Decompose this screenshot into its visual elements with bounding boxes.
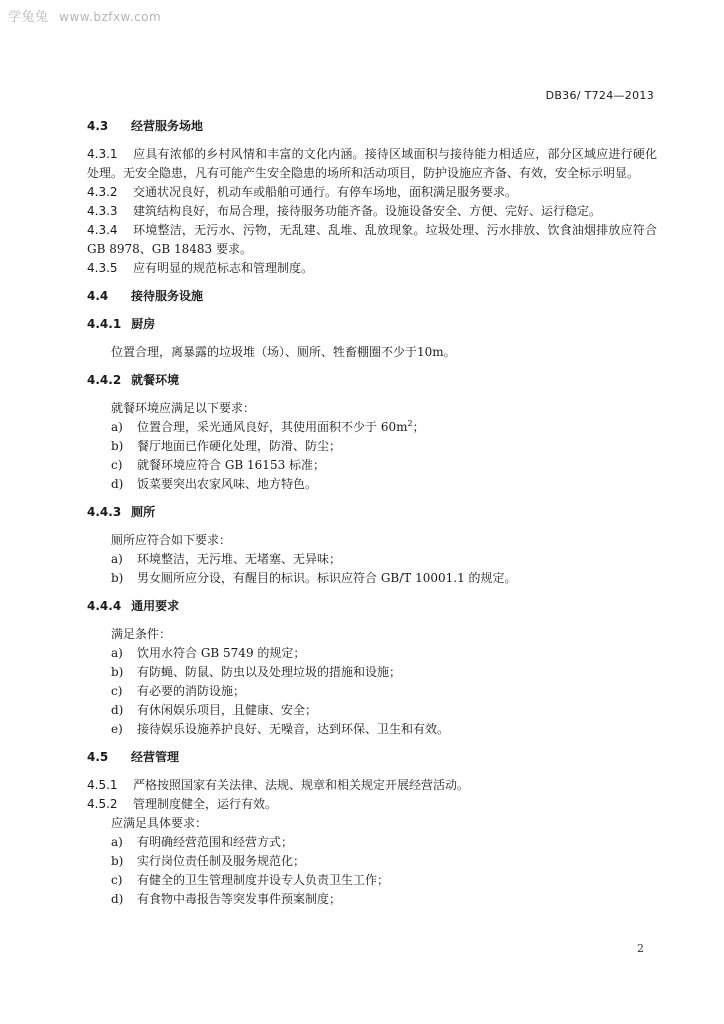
section-number: 4.5: [87, 750, 109, 764]
superscript: 2: [407, 419, 413, 428]
list-label: b): [111, 665, 124, 679]
watermark: [8, 6, 161, 25]
list-text: 男女厕所应分设，有醒目的标识。标识应符合 GB/T 10001.1 的规定。: [137, 571, 517, 585]
subsection-title: 就餐环境: [131, 373, 180, 387]
clause-text: 管理制度健全，运行有效。: [133, 797, 278, 811]
list-label: b): [111, 439, 124, 453]
list-label: a): [111, 420, 123, 434]
subsection-title: 厕所: [131, 505, 156, 519]
subsection-heading-4-4-2: [87, 371, 657, 390]
clause-number: 4.3.3: [87, 204, 118, 218]
clause-text: 建筑结构良好，布局合理，接待服务功能齐备。设施设备安全、方便、完好、运行稳定。: [133, 204, 602, 218]
section-title: 经营服务场地: [131, 119, 204, 133]
list-text: 环境整洁，无污堆、无堵塞、无异味；: [137, 552, 342, 566]
list-label: d): [111, 703, 124, 717]
subsection-title: 通用要求: [131, 599, 180, 613]
list-text: 有休闲娱乐项目，且健康、安全；: [137, 703, 318, 717]
list-text: 接待娱乐设施养护良好、无噪音，达到环保、卫生和有效。: [137, 722, 450, 736]
list-text: 有健全的卫生管理制度并设专人负责卫生工作；: [137, 873, 390, 887]
subsection-heading-4-4-4: [87, 597, 657, 616]
list-label: b): [111, 571, 124, 585]
list-item: [87, 720, 657, 739]
section-title: 接待服务设施: [131, 289, 204, 303]
list-text: 有明确经营范围和经营方式；: [137, 835, 294, 849]
watermark-name: 学兔兔: [8, 10, 49, 25]
list-label: d): [111, 477, 124, 491]
subsection-heading-4-4-1: [87, 315, 657, 334]
clause-number: 4.5.2: [87, 797, 118, 811]
list-label: c): [111, 684, 123, 698]
list-label: b): [111, 854, 124, 868]
list-label: d): [111, 892, 124, 906]
page-number: 2: [637, 942, 644, 955]
clause-4-5-2: [87, 795, 657, 814]
list-label: c): [111, 458, 123, 472]
list-item: [87, 475, 657, 494]
list-label: a): [111, 646, 123, 660]
clause-text: 交通状况良好，机动车或船舶可通行。有停车场地，面积满足服务要求。: [133, 185, 518, 199]
subsection-number: 4.4.2: [87, 373, 122, 387]
subsection-number: 4.4.3: [87, 505, 122, 519]
list-text-main: 位置合理，采光通风良好，其使用面积不少于 60m: [137, 420, 408, 434]
watermark-url: www.bzfxw.com: [59, 10, 162, 24]
list-item: [87, 833, 657, 852]
subsection-heading-4-4-3: [87, 503, 657, 522]
list-text: 有必要的消防设施；: [137, 684, 246, 698]
list-item: [87, 663, 657, 682]
clause-text: 环境整洁，无污水、污物，无乱建、乱堆、乱放现象。垃圾处理、污水排放、饮食油烟排放应符合 GB 8978、GB 18483 要求。: [87, 223, 657, 256]
section-number: 4.3: [87, 119, 109, 133]
clause-4-3-2: [87, 183, 657, 202]
section-number: 4.4: [87, 289, 109, 303]
list-label: e): [111, 722, 123, 736]
clause-number: 4.3.1: [87, 147, 118, 161]
clause-text: 应具有浓郁的乡村风情和丰富的文化内涵。接待区域面积与接待能力相适应，部分区域应进行硬化处理。无安全隐患，凡有可能产生安全隐患的场所和活动项目，防护设施应齐备、有效，安全标示明显。: [87, 147, 657, 180]
list-text: 饭菜要突出农家风味、地方特色。: [137, 477, 318, 491]
list-text: 有食物中毒报告等突发事件预案制度；: [137, 892, 342, 906]
list-text: 就餐环境应符合 GB 16153 标准；: [137, 458, 326, 472]
section-title: 经营管理: [131, 750, 180, 764]
toilet-intro: 厕所应符合如下要求：: [111, 533, 232, 547]
list-text: 实行岗位责任制及服务规范化；: [137, 854, 306, 868]
kitchen-text: 位置合理，离暴露的垃圾堆（场）、厕所、牲畜棚圈不少于10m。: [111, 345, 456, 359]
management-intro: 应满足具体要求：: [111, 816, 208, 830]
section-heading-4-3: [87, 117, 657, 136]
list-item: [87, 890, 657, 909]
clause-number: 4.3.4: [87, 223, 118, 237]
subsection-number: 4.4.4: [87, 599, 122, 613]
list-label: a): [111, 835, 123, 849]
clause-4-3-1: [87, 145, 657, 183]
dining-intro: 就餐环境应满足以下要求：: [111, 401, 256, 415]
list-item: [87, 852, 657, 871]
list-text: [137, 418, 425, 437]
list-item: [87, 569, 657, 588]
section-heading-4-5: [87, 748, 657, 767]
list-item: [87, 456, 657, 475]
section-heading-4-4: [87, 287, 657, 306]
clause-number: 4.3.5: [87, 261, 118, 275]
document-code: DB36/ T724—2013: [545, 89, 654, 102]
document-body: [87, 117, 657, 909]
list-label: c): [111, 873, 123, 887]
list-text-tail: ；: [412, 420, 425, 434]
subsection-title: 厨房: [131, 317, 156, 331]
list-item: [87, 644, 657, 663]
list-item: [87, 682, 657, 701]
subsection-number: 4.4.1: [87, 317, 122, 331]
list-item: [87, 418, 657, 437]
clause-number: 4.3.2: [87, 185, 118, 199]
list-item: [87, 701, 657, 720]
list-item: [87, 871, 657, 890]
list-item: [87, 437, 657, 456]
list-label: a): [111, 552, 123, 566]
clause-text: 严格按照国家有关法律、法规、规章和相关规定开展经营活动。: [133, 778, 470, 792]
clause-text: 应有明显的规范标志和管理制度。: [133, 261, 314, 275]
clause-4-3-4: [87, 221, 657, 259]
list-text: 餐厅地面已作硬化处理，防滑、防尘；: [137, 439, 342, 453]
list-text: 有防蝇、防鼠、防虫以及处理垃圾的措施和设施；: [137, 665, 402, 679]
clause-4-3-5: [87, 259, 657, 278]
general-intro: 满足条件：: [111, 627, 172, 641]
clause-4-3-3: [87, 202, 657, 221]
list-item: [87, 550, 657, 569]
list-text: 饮用水符合 GB 5749 的规定；: [137, 646, 306, 660]
clause-4-5-1: [87, 776, 657, 795]
clause-number: 4.5.1: [87, 778, 118, 792]
